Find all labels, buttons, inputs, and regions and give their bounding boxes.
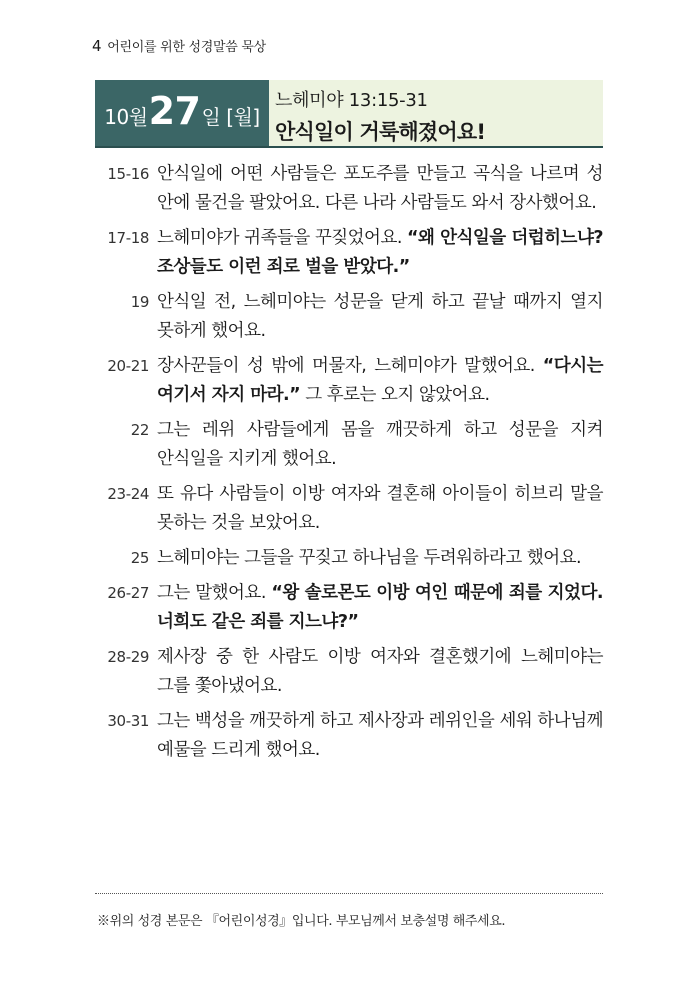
verse-text bbox=[157, 643, 603, 701]
book-title: 어린이를 위한 성경말씀 묵상 bbox=[107, 40, 266, 55]
verse-row bbox=[95, 288, 603, 346]
verse-quotation: “왕 솔로몬도 이방 여인 때문에 죄를 지었다. 너희도 같은 죄를 지느냐?” bbox=[157, 583, 604, 632]
verse-row bbox=[95, 416, 603, 474]
verse-narration: 느헤미야가 귀족들을 꾸짖었어요. bbox=[157, 228, 408, 248]
verse-narration: 그는 말했어요. bbox=[157, 583, 272, 603]
weekday-label: [월] bbox=[226, 105, 260, 129]
verse-narration: 장사꾼들이 성 밖에 머물자, 느헤미야가 말했어요. bbox=[157, 356, 543, 376]
verse-number: 20-21 bbox=[107, 357, 149, 375]
verse-number: 25 bbox=[130, 549, 149, 567]
verse-row bbox=[95, 480, 603, 538]
verse-row bbox=[95, 707, 603, 765]
verse-row bbox=[95, 224, 603, 282]
verse-number: 15-16 bbox=[107, 165, 149, 183]
footer-divider bbox=[95, 893, 603, 894]
verse-number: 26-27 bbox=[107, 584, 149, 602]
devotion-title: 안식일이 거룩해졌어요! bbox=[275, 120, 486, 144]
verse-narration: 또 유다 사람들이 이방 여자와 결혼해 아이들이 히브리 말을 못하는 것을 보았어요. bbox=[157, 484, 603, 533]
verse-text bbox=[157, 288, 603, 346]
date-box bbox=[95, 80, 269, 146]
verse-narration-after: 그 후로는 오지 않았어요. bbox=[300, 385, 490, 405]
verse-number: 17-18 bbox=[107, 229, 149, 247]
verse-row bbox=[95, 544, 603, 573]
verse-text bbox=[157, 544, 603, 573]
day-number: 27 bbox=[148, 89, 201, 133]
verse-text bbox=[157, 352, 603, 410]
verse-number: 19 bbox=[130, 293, 149, 311]
title-box bbox=[269, 80, 603, 146]
verse-narration: 제사장 중 한 사람도 이방 여자와 결혼했기에 느헤미야는 그를 쫓아냈어요. bbox=[157, 647, 603, 696]
verse-number: 23-24 bbox=[107, 485, 149, 503]
verse-narration: 안식일 전, 느헤미야는 성문을 닫게 하고 끝날 때까지 열지 못하게 했어요. bbox=[157, 292, 603, 341]
day-suffix: 일 bbox=[201, 105, 221, 129]
scripture-reference: 느헤미야 13:15-31 bbox=[275, 90, 428, 111]
verse-text bbox=[157, 480, 603, 538]
verse-row bbox=[95, 160, 603, 218]
scripture-passage bbox=[95, 160, 603, 771]
verse-number: 22 bbox=[130, 421, 149, 439]
verse-row bbox=[95, 643, 603, 701]
running-head bbox=[92, 36, 266, 55]
page-number: 4 bbox=[92, 37, 102, 55]
verse-text bbox=[157, 579, 603, 637]
verse-number: 30-31 bbox=[107, 712, 149, 730]
verse-row bbox=[95, 352, 603, 410]
verse-text bbox=[157, 224, 603, 282]
verse-narration: 그는 레위 사람들에게 몸을 깨끗하게 하고 성문을 지켜 안식일을 지키게 했어요. bbox=[157, 420, 603, 469]
month-label: 10월 bbox=[104, 105, 148, 129]
verse-text bbox=[157, 416, 603, 474]
verse-quotation: “다시는 여기서 자지 마라.” bbox=[157, 356, 603, 405]
verse-text bbox=[157, 160, 603, 218]
verse-narration: 그는 백성을 깨끗하게 하고 제사장과 레위인을 세워 하나님께 예물을 드리게 했어요. bbox=[157, 711, 603, 760]
verse-text bbox=[157, 707, 603, 765]
verse-narration: 안식일에 어떤 사람들은 포도주를 만들고 곡식을 나르며 성 안에 물건을 팔았어요. 다른 나라 사람들도 와서 장사했어요. bbox=[157, 164, 603, 213]
devotion-header bbox=[95, 80, 603, 148]
footnote: ※위의 성경 본문은 『어린이성경』입니다. 부모님께서 보충설명 해주세요. bbox=[97, 914, 506, 929]
verse-row bbox=[95, 579, 603, 637]
verse-narration: 느헤미야는 그들을 꾸짖고 하나님을 두려워하라고 했어요. bbox=[157, 548, 582, 568]
verse-number: 28-29 bbox=[107, 648, 149, 666]
verse-quotation: “왜 안식일을 더럽히느냐? 조상들도 이런 죄로 벌을 받았다.” bbox=[157, 228, 604, 277]
